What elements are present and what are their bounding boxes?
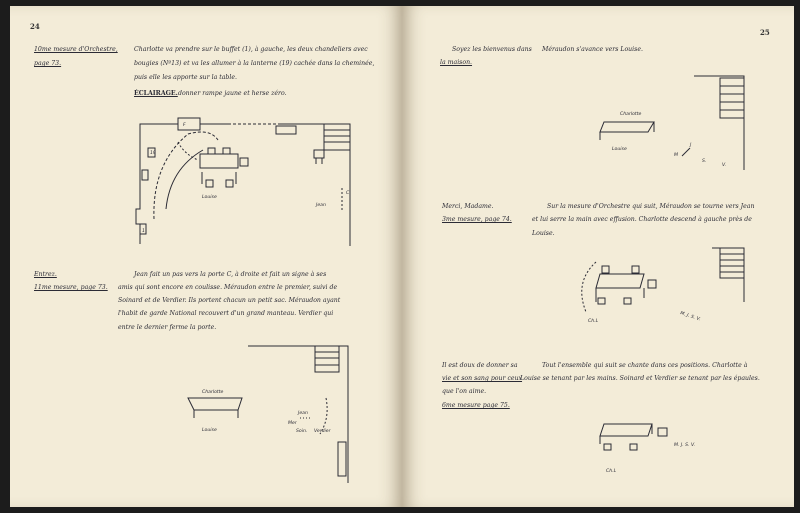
eclairage-text: donner rampe jaune et herse zéro. — [178, 90, 287, 97]
cue-line: Il est doux de donner sa — [442, 362, 518, 369]
stage-diagram-2 — [180, 338, 360, 488]
label-louise: Louise — [202, 195, 217, 200]
stage-diagram-5 — [592, 410, 712, 490]
label-charlotte: Charlotte — [620, 112, 642, 117]
stage-direction-line: l'habit de garde National recouvert d'un grand manteau. Verdier qui — [118, 310, 334, 317]
cue-line: que l'on aime. — [442, 388, 487, 395]
label-jean: Jean — [316, 203, 326, 208]
label-c: C — [346, 191, 350, 196]
stage-direction-line: Soinard et de Verdier. Ils portent chacun un petit sac. Méraudon ayant — [118, 297, 341, 304]
label-mer: Mer — [288, 421, 297, 426]
page-number: 25 — [760, 28, 770, 37]
label-louise: Louise — [612, 147, 627, 152]
left-page — [10, 6, 402, 507]
label-jean: Jean — [298, 411, 308, 416]
label-charlotte: Charlotte — [202, 390, 224, 395]
label-f: F — [183, 123, 186, 128]
label-m: M — [674, 153, 678, 158]
stage-diagram-1 — [128, 114, 368, 254]
label-chl: Ch.L — [588, 319, 599, 324]
right-page — [402, 6, 794, 507]
cue-line: 3me mesure, page 74. — [442, 216, 512, 223]
label-verdier: Verdier — [314, 429, 331, 434]
cue-line: Soyez les bienvenus dans — [452, 46, 532, 53]
stage-direction-line: et lui serre la main avec effusion. Charlotte descend à gauche près de — [532, 216, 752, 223]
stage-diagram-3 — [582, 70, 782, 180]
stage-diagram-4 — [562, 242, 762, 342]
label-mjsv: M. J. S. V. — [679, 311, 701, 323]
stage-direction-line: Tout l'ensemble qui suit se chante dans ces positions. Charlotte à — [542, 362, 748, 369]
label-soin: Soin. — [296, 429, 308, 434]
eclairage-label: ÉCLAIRAGE. — [134, 90, 178, 97]
stage-direction-line: puis elle les apporte sur la table. — [134, 74, 237, 81]
stage-direction-line: Louise. — [532, 230, 555, 237]
label-1: 1 — [142, 229, 145, 234]
cue-line: 11me mesure, page 73. — [34, 284, 108, 291]
stage-direction-line: Jean fait un pas vers la porte C, à droite et fait un signe à ses — [134, 271, 327, 278]
label-s: S. — [702, 159, 707, 164]
stage-direction-line: Méraudon s'avance vers Louise. — [542, 46, 643, 53]
cue-line: 10me mesure d'Orchestre, — [34, 46, 118, 53]
cue-line: Merci, Madame. — [442, 203, 494, 210]
cue-line: la maison. — [440, 59, 473, 66]
cue-line: vie et son sang pour ceux — [442, 375, 523, 382]
label-j: J — [690, 143, 692, 148]
label-v: V. — [722, 163, 727, 168]
label-19: 19 — [150, 151, 156, 156]
label-chl: Ch.L — [606, 469, 617, 474]
cue-line: Entrez. — [34, 271, 57, 278]
stage-direction-line: Charlotte va prendre sur le buffet (1), à gauche, les deux chandeliers avec — [134, 46, 368, 53]
stage-direction-line: entre le dernier ferme la porte. — [118, 324, 217, 331]
stage-direction-line: bougies (Nº13) et va les allumer à la lanterne (19) cachée dans la cheminée, — [134, 60, 375, 67]
label-louise: Louise — [202, 428, 217, 433]
stage-direction-line: amis qui sont encore en coulisse. Méraudon entre le premier, suivi de — [118, 284, 338, 291]
stage-direction-line: Louise se tenant par les mains. Soinard et Verdier se tenant par les épaules. — [520, 375, 760, 382]
page-number: 24 — [30, 22, 40, 31]
stage-direction-line: Sur la mesure d'Orchestre qui suit, Méraudon se tourne vers Jean — [547, 203, 755, 210]
label-mjsv: M. J. S. V. — [674, 443, 696, 448]
cue-line: page 73. — [34, 60, 62, 67]
cue-line: 6me mesure page 75. — [442, 402, 510, 409]
